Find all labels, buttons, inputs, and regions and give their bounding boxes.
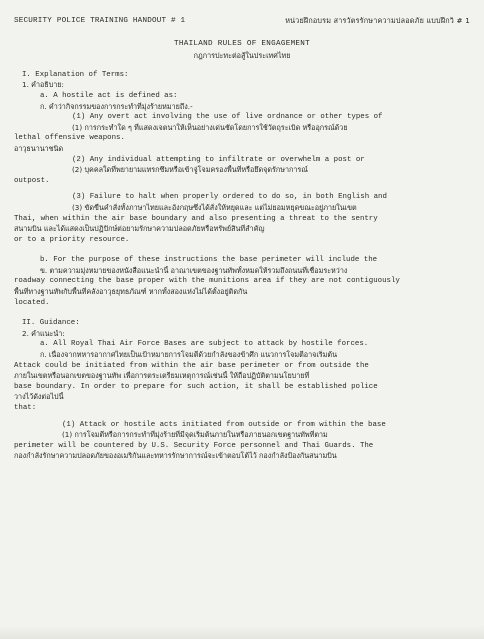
text-line: I. Explanation of Terms: [22, 70, 129, 79]
text-line: วางไว้ดังต่อไปนี้ [14, 392, 64, 402]
text-line: 2. คำแนะนำ: [22, 328, 65, 338]
title-english: THAILAND RULES OF ENGAGEMENT [174, 39, 310, 48]
page-bottom-shadow [0, 625, 484, 639]
header-right: หน่วยฝึกอบรม สารวัตรรักษาความปลอดภัย แบบฝึกวิ # 1 [285, 16, 470, 25]
text-line: ภายในเขตหรือนอกเขตของฐานทัพ เพื่อการตระเตรียมเหตุการณ์เช่นนี้ ให้ถือปฏิบัติตามนโยบายที่ [14, 371, 310, 381]
text-line: located. [14, 298, 50, 307]
text-line: or to a priority resource. [14, 235, 130, 244]
text-line: (3) ขัดขืนคำสั่งทั้งภาษาไทยและอังกฤษซึ่งได้สั่งให้หยุดและ แต่ไม่ยอมหยุดขณะอยู่ภายในเขต [72, 202, 357, 212]
text-line: lethal offensive weapons. [14, 134, 125, 143]
text-line: (2) บุคคลใดที่พยายามแทรกซึมหรือเข้าจู่โจมครองพื้นที่หรือยึดจุดรักษาการณ์ [72, 165, 308, 175]
text-line: (1) Attack or hostile acts initiated from outside or from within the base [62, 420, 386, 429]
document-body [14, 70, 470, 462]
text-line: II. Guidance: [22, 319, 80, 328]
text-line: กองกำลังรักษาความปลอดภัยของอเมริกันและทหารรักษาการณ์จะเข้าตอบโต้ไว้ กองกำลังป้องกันสนามบิน [14, 451, 337, 461]
text-line: a. All Royal Thai Air Force Bases are subject to attack by hostile forces. [40, 340, 369, 349]
text-line: 1. คำอธิบาย: [22, 80, 64, 90]
header-left: SECURITY POLICE TRAINING HANDOUT # 1 [14, 17, 186, 25]
text-line: Attack could be initiated from within the air base perimeter or from outside the [14, 361, 369, 370]
text-line: perimeter will be countered by U.S. Security Force personnel and Thai Guards. The [14, 441, 374, 450]
text-line: outpost. [14, 176, 50, 185]
text-line: (2) Any individual attempting to infiltrate or overwhelm a post or [72, 155, 365, 164]
text-line: สนามบิน และได้แสดงเป็นปฏิปักษ์ต่อยามรักษาความปลอดภัยหรือทรัพย์สินที่สำคัญ [14, 224, 265, 234]
title-thai: กฎการปะทะต่อสู้ในประเทศไทย [193, 51, 291, 61]
header [14, 16, 470, 27]
text-line: ก. คำว่ากิจกรรมของการกระทำที่มุ่งร้ายหมายถึง.- [40, 101, 193, 111]
text-line: พื้นที่ทางฐานทัพกับพื้นที่คลังอาวุธยุทธภัณฑ์ หากทั้งสองแห่งไม่ได้ตั้งอยู่ติดกัน [14, 287, 248, 297]
text-line: a. A hostile act is defined as: [40, 91, 178, 100]
text-line: ก. เนื่องจากทหารอากาศไทยเป็นเป้าหมายการโจมตีด้วยกำลังของข้าศึก แนวการโจมตีอาจเริ่มต้น [40, 350, 338, 360]
text-line: (1) Any overt act involving the use of live ordnance or other types of [72, 113, 383, 122]
text-line: (1) การกระทำใด ๆ ที่แสดงเจตนาให้เห็นอย่างเด่นชัดโดยการใช้วัตถุระเบิด หรืออุกรณ์ด้วย [72, 122, 348, 132]
text-line: ข. ตามความมุ่งหมายของหนังสือแนะนำนี้ อาณาเขตของฐานทัพทั้งหมดให้รวมถึงถนนที่เชื่อมระหว่าง [40, 265, 348, 275]
text-line: (3) Failure to halt when properly ordered to do so, in both English and [72, 193, 387, 202]
text-line: อาวุธนานาชนิด [14, 143, 64, 153]
text-line: base boundary. In order to prepare for such action, it shall be established police [14, 382, 378, 391]
text-line: Thai, when within the air base boundary and also presenting a threat to the sentry [14, 214, 378, 223]
text-line: b. For the purpose of these instructions the base perimeter will include the [40, 256, 378, 265]
text-line: roadway connecting the base proper with the munitions area if they are not contiguously [14, 277, 400, 286]
text-line: that: [14, 404, 37, 412]
text-line: (1) การโจมตีหรือการกระทำที่มุ่งร้ายที่มีจุดเริ่มต้นภายในหรือภายนอกเขตฐานทัพที่ตาม [62, 430, 328, 440]
